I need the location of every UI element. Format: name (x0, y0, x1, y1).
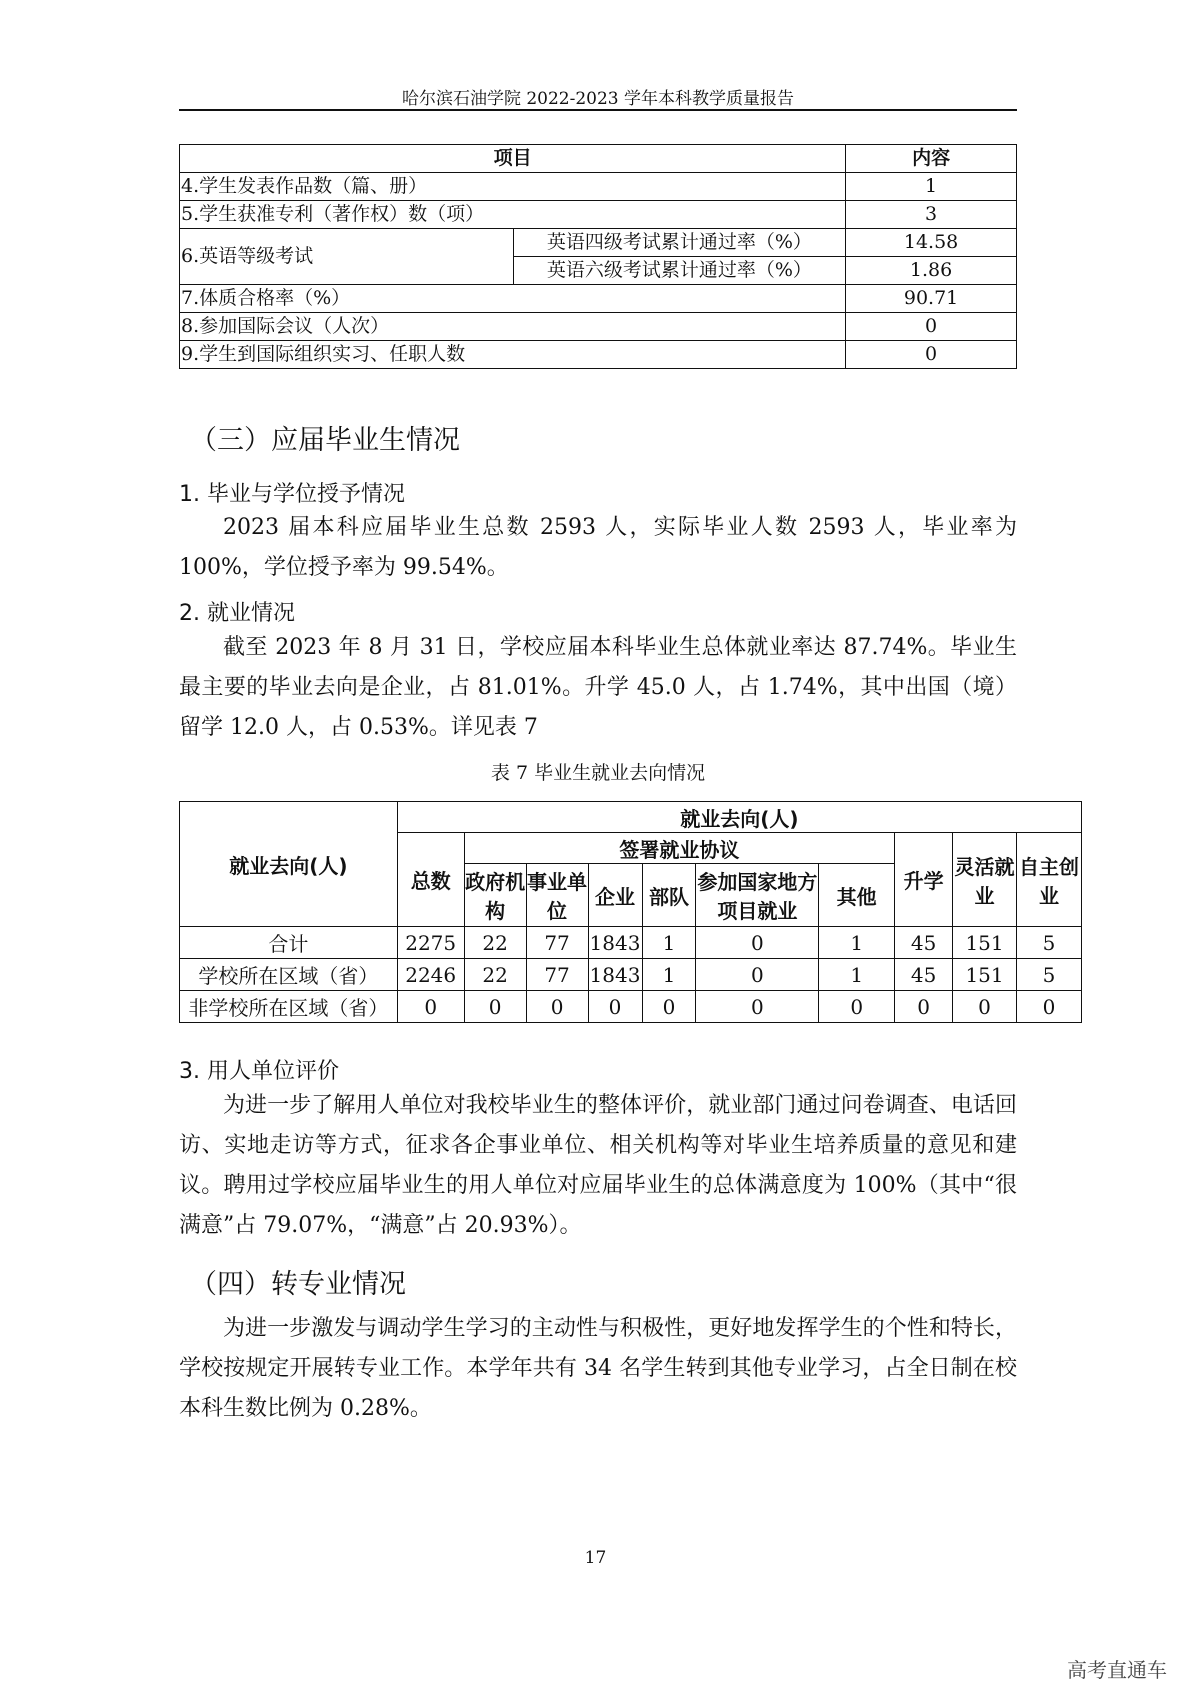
row-name: 合计 (180, 927, 398, 959)
table-corner-header: 就业去向(人) (180, 802, 398, 927)
paragraph-employment: 截至 2023 年 8 月 31 日，学校应届本科毕业生总体就业率达 87.74%。毕业生最主要的毕业去向是企业，占 81.01%。升学 45.0 人，占 1.74%，其中出国（境）留学 12.0 人，占 0.53%。详见表 7 (179, 635, 1017, 740)
table-row (180, 927, 1082, 959)
cell: 0 (588, 991, 642, 1023)
table-row (180, 313, 1017, 341)
cell: 0 (696, 991, 819, 1023)
cell: 0 (696, 959, 819, 991)
col-header-further-study: 升学 (895, 833, 953, 927)
cell: 2246 (397, 959, 464, 991)
table-row (180, 229, 1017, 257)
cell: 45 (895, 927, 953, 959)
subheading-employer-evaluation: 3. 用人单位评价 (179, 1059, 339, 1084)
cell: 0 (696, 927, 819, 959)
col-header-government: 政府机构 (464, 864, 526, 927)
row-label: 4.学生发表作品数（篇、册） (180, 173, 846, 201)
table-row (180, 201, 1017, 229)
page-number: 17 (584, 1548, 607, 1568)
cell: 77 (526, 959, 588, 991)
watermark: 高考直通车 (1067, 1658, 1167, 1682)
cell: 0 (397, 991, 464, 1023)
cell: 1 (642, 959, 696, 991)
cell: 1843 (588, 959, 642, 991)
cell: 0 (895, 991, 953, 1023)
row-value: 0 (846, 341, 1017, 369)
row-name: 学校所在区域（省） (180, 959, 398, 991)
cet6-value: 1.86 (846, 257, 1017, 285)
student-achievement-table (179, 144, 1017, 369)
col-header-army: 部队 (642, 864, 696, 927)
col-header-other: 其他 (819, 864, 895, 927)
paragraph-major-transfer: 为进一步激发与调动学生学习的主动性与积极性，更好地发挥学生的个性和特长，学校按规定开展转专业工作。本学年共有 34 名学生转到其他专业学习，占全日制在校本科生数比例为 0.28%。 (179, 1316, 1017, 1421)
cell: 45 (895, 959, 953, 991)
col-header-item: 项目 (180, 145, 846, 173)
col-header-flexible: 灵活就业 (953, 833, 1017, 927)
col-header-content: 内容 (846, 145, 1017, 173)
header-divider (179, 109, 1017, 111)
section-heading-major-transfer: （四）转专业情况 (190, 1269, 406, 1300)
subheading-graduation: 1. 毕业与学位授予情况 (179, 482, 405, 507)
cell: 0 (642, 991, 696, 1023)
cell: 0 (464, 991, 526, 1023)
col-header-self-employed: 自主创业 (1017, 833, 1082, 927)
cell: 0 (953, 991, 1017, 1023)
page-header: 哈尔滨石油学院 2022-2023 学年本科教学质量报告 (401, 89, 795, 109)
table-row (180, 341, 1017, 369)
table-row (180, 285, 1017, 313)
cell: 0 (1017, 991, 1082, 1023)
cell: 1843 (588, 927, 642, 959)
cet6-label: 英语六级考试累计通过率（%） (513, 257, 846, 285)
col-header-enterprise: 企业 (588, 864, 642, 927)
row-label: 8.参加国际会议（人次） (180, 313, 846, 341)
col-header-total: 总数 (397, 833, 464, 927)
col-header-institution: 事业单位 (526, 864, 588, 927)
cell: 151 (953, 959, 1017, 991)
cell: 1 (819, 959, 895, 991)
cell: 22 (464, 959, 526, 991)
row-value: 90.71 (846, 285, 1017, 313)
employment-destination-table (179, 801, 1082, 1023)
row-label: 5.学生获准专利（著作权）数（项） (180, 201, 846, 229)
table-top-header: 就业去向(人) (397, 802, 1081, 833)
row-value: 0 (846, 313, 1017, 341)
row-value: 3 (846, 201, 1017, 229)
cell: 0 (526, 991, 588, 1023)
table-row (180, 173, 1017, 201)
table-caption: 表 7 毕业生就业去向情况 (490, 762, 706, 784)
cell: 1 (819, 927, 895, 959)
english-exam-label: 6.英语等级考试 (180, 229, 514, 285)
cell: 0 (819, 991, 895, 1023)
row-name: 非学校所在区域（省） (180, 991, 398, 1023)
paragraph-graduation: 2023 届本科应届毕业生总数 2593 人，实际毕业人数 2593 人，毕业率为 100%，学位授予率为 99.54%。 (179, 515, 1017, 580)
cell: 1 (642, 927, 696, 959)
row-label: 7.体质合格率（%） (180, 285, 846, 313)
subheading-employment: 2. 就业情况 (179, 601, 295, 626)
cell: 2275 (397, 927, 464, 959)
row-label: 9.学生到国际组织实习、任职人数 (180, 341, 846, 369)
col-header-signed: 签署就业协议 (464, 833, 894, 864)
cell: 77 (526, 927, 588, 959)
row-value: 1 (846, 173, 1017, 201)
table-row (180, 991, 1082, 1023)
paragraph-employer-evaluation: 为进一步了解用人单位对我校毕业生的整体评价，就业部门通过问卷调查、电话回访、实地走访等方式，征求各企事业单位、相关机构等对毕业生培养质量的意见和建议。聘用过学校应届毕业生的用人单位对应届毕业生的总体满意度为 100%（其中“很满意”占 79.07%，“满意”占 20.93%）。 (179, 1093, 1017, 1238)
table-row (180, 959, 1082, 991)
cell: 151 (953, 927, 1017, 959)
cet4-value: 14.58 (846, 229, 1017, 257)
cell: 5 (1017, 959, 1082, 991)
col-header-national-project: 参加国家地方项目就业 (696, 864, 819, 927)
cet4-label: 英语四级考试累计通过率（%） (513, 229, 846, 257)
cell: 22 (464, 927, 526, 959)
cell: 5 (1017, 927, 1082, 959)
section-heading-graduates: （三）应届毕业生情况 (190, 425, 460, 456)
